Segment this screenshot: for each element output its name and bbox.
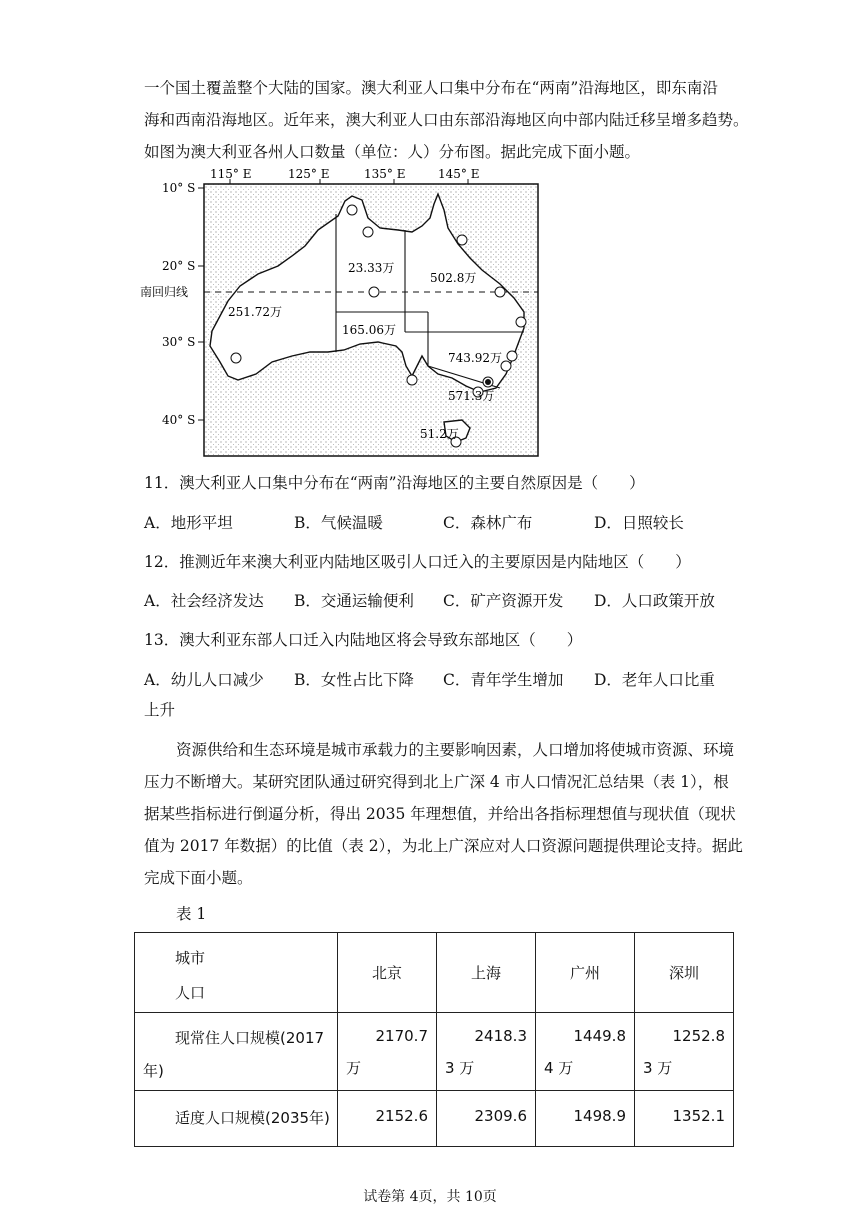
row-label-line-1: 适度人口规模(2035年): [175, 1109, 330, 1127]
q13-option-d[interactable]: D．老年人口比重: [594, 671, 715, 689]
intro-line-1: 一个国土覆盖整个大陆的国家。澳大利亚人口集中分布在“两南”沿海地区，即东南沿: [144, 79, 718, 97]
cell-unit: 3 万: [445, 1059, 475, 1077]
city-marker: [363, 227, 373, 237]
intro-line-3: 如图为澳大利亚各州人口数量（单位：人）分布图。据此完成下面小题。: [144, 143, 641, 161]
q12-option-a[interactable]: A．社会经济发达: [144, 592, 264, 610]
cell-unit: 万: [346, 1059, 362, 1077]
row-label: [135, 1013, 338, 1091]
q13-option-b[interactable]: B．女性占比下降: [294, 671, 414, 689]
table-cell: [536, 1091, 635, 1147]
capital-marker-dot: [485, 379, 491, 385]
lon-label-135: 135° E: [364, 167, 406, 181]
q12-option-c[interactable]: C．矿产资源开发: [443, 592, 564, 610]
state-label-qld: 502.8万: [430, 271, 477, 285]
city-marker: [507, 351, 517, 361]
cell-value: 2309.6: [474, 1107, 527, 1125]
state-label-sa: 165.06万: [342, 323, 396, 337]
cell-unit: 4 万: [544, 1059, 574, 1077]
state-label-vic: 571.3万: [448, 389, 495, 403]
cell-value: 1352.1: [672, 1107, 725, 1125]
q11-option-d[interactable]: D．日照较长: [594, 514, 684, 532]
lon-label-125: 125° E: [288, 167, 330, 181]
table-cell: [338, 1091, 437, 1147]
table-cell: [635, 1091, 734, 1147]
q13-option-a[interactable]: A．幼儿人口减少: [144, 671, 264, 689]
city-marker: [495, 287, 505, 297]
table1-caption: 表 1: [176, 905, 207, 923]
cell-value: 1449.8: [573, 1027, 626, 1045]
lat-label-30: 30° S: [162, 335, 196, 349]
q12-option-b[interactable]: B．交通运输便利: [294, 592, 414, 610]
table-cell: [635, 1013, 734, 1091]
cell-value: 2418.3: [474, 1027, 527, 1045]
passage2-line-2: 压力不断增大。某研究团队通过研究得到北上广深 4 市人口情况汇总结果（表 1），根: [144, 773, 729, 791]
question-12-stem: 12．推测近年来澳大利亚内陆地区吸引人口迁入的主要原因是内陆地区（ ）: [144, 553, 691, 571]
row-label: [135, 1091, 338, 1147]
header-top-label: 城市: [175, 949, 206, 967]
page-footer: 试卷第 4页，共 10页: [363, 1189, 497, 1205]
table-cell: [437, 1013, 536, 1091]
header-bottom-label: 人口: [175, 984, 206, 1002]
city-header: 深圳: [635, 933, 734, 1013]
australia-population-map: [140, 166, 540, 458]
table-cell: [437, 1091, 536, 1147]
city-marker: [347, 205, 357, 215]
cell-unit: 3 万: [643, 1059, 673, 1077]
city-header: 上海: [437, 933, 536, 1013]
table-cell: [536, 1013, 635, 1091]
city-marker: [457, 235, 467, 245]
cell-value: 1252.8: [672, 1027, 725, 1045]
passage2-line-1: 资源供给和生态环境是城市承载力的主要影响因素，人口增加将使城市资源、环境: [176, 741, 735, 759]
state-label-wa: 251.72万: [228, 305, 282, 319]
q11-option-a[interactable]: A．地形平坦: [144, 514, 233, 532]
state-label-tas: 51.2万: [420, 427, 459, 441]
q13-option-c[interactable]: C．青年学生增加: [443, 671, 564, 689]
state-label-nsw: 743.92万: [448, 351, 502, 365]
passage2-line-5: 完成下面小题。: [144, 869, 253, 887]
lat-label-10: 10° S: [162, 181, 196, 195]
table-header-corner: [135, 933, 338, 1013]
city-marker: [231, 353, 241, 363]
city-marker: [407, 375, 417, 385]
q13-option-d-wrap: 上升: [144, 701, 176, 719]
lat-label-20: 20° S: [162, 259, 196, 273]
passage2-line-4: 值为 2017 年数据）的比值（表 2），为北上广深应对人口资源问题提供理论支持。据此: [144, 837, 743, 855]
table-header-row: [135, 933, 734, 1013]
row-label-line-2: 年): [143, 1062, 164, 1080]
intro-line-2: 海和西南沿海地区。近年来，澳大利亚人口由东部沿海地区向中部内陆迁移呈增多趋势。: [144, 111, 749, 129]
row-label-line-1: 现常住人口规模(2017: [175, 1029, 325, 1047]
passage2-line-3: 据某些指标进行倒逼分析，得出 2035 年理想值，并给出各指标理想值与现状值（现状: [144, 805, 736, 823]
q11-option-b[interactable]: B．气候温暖: [294, 514, 383, 532]
question-11-stem: 11．澳大利亚人口集中分布在“两南”沿海地区的主要自然原因是（ ）: [144, 474, 645, 492]
lon-label-115: 115° E: [210, 167, 252, 181]
table-row: [135, 1091, 734, 1147]
city-marker: [369, 287, 379, 297]
cell-value: 2170.7: [375, 1027, 428, 1045]
cell-value: 1498.9: [573, 1107, 626, 1125]
question-13-stem: 13．澳大利亚东部人口迁入内陆地区将会导致东部地区（ ）: [144, 631, 583, 649]
state-label-nt: 23.33万: [348, 261, 395, 275]
city-marker: [501, 361, 511, 371]
q11-option-c[interactable]: C．森林广布: [443, 514, 533, 532]
cell-value: 2152.6: [375, 1107, 428, 1125]
city-header: 北京: [338, 933, 437, 1013]
table-1: [134, 932, 734, 1147]
city-marker: [516, 317, 526, 327]
lon-label-145: 145° E: [438, 167, 480, 181]
city-header: 广州: [536, 933, 635, 1013]
lat-label-40: 40° S: [162, 413, 196, 427]
table-row: [135, 1013, 734, 1091]
q12-option-d[interactable]: D．人口政策开放: [594, 592, 715, 610]
table-cell: [338, 1013, 437, 1091]
tropic-label: 南回归线: [140, 285, 189, 299]
